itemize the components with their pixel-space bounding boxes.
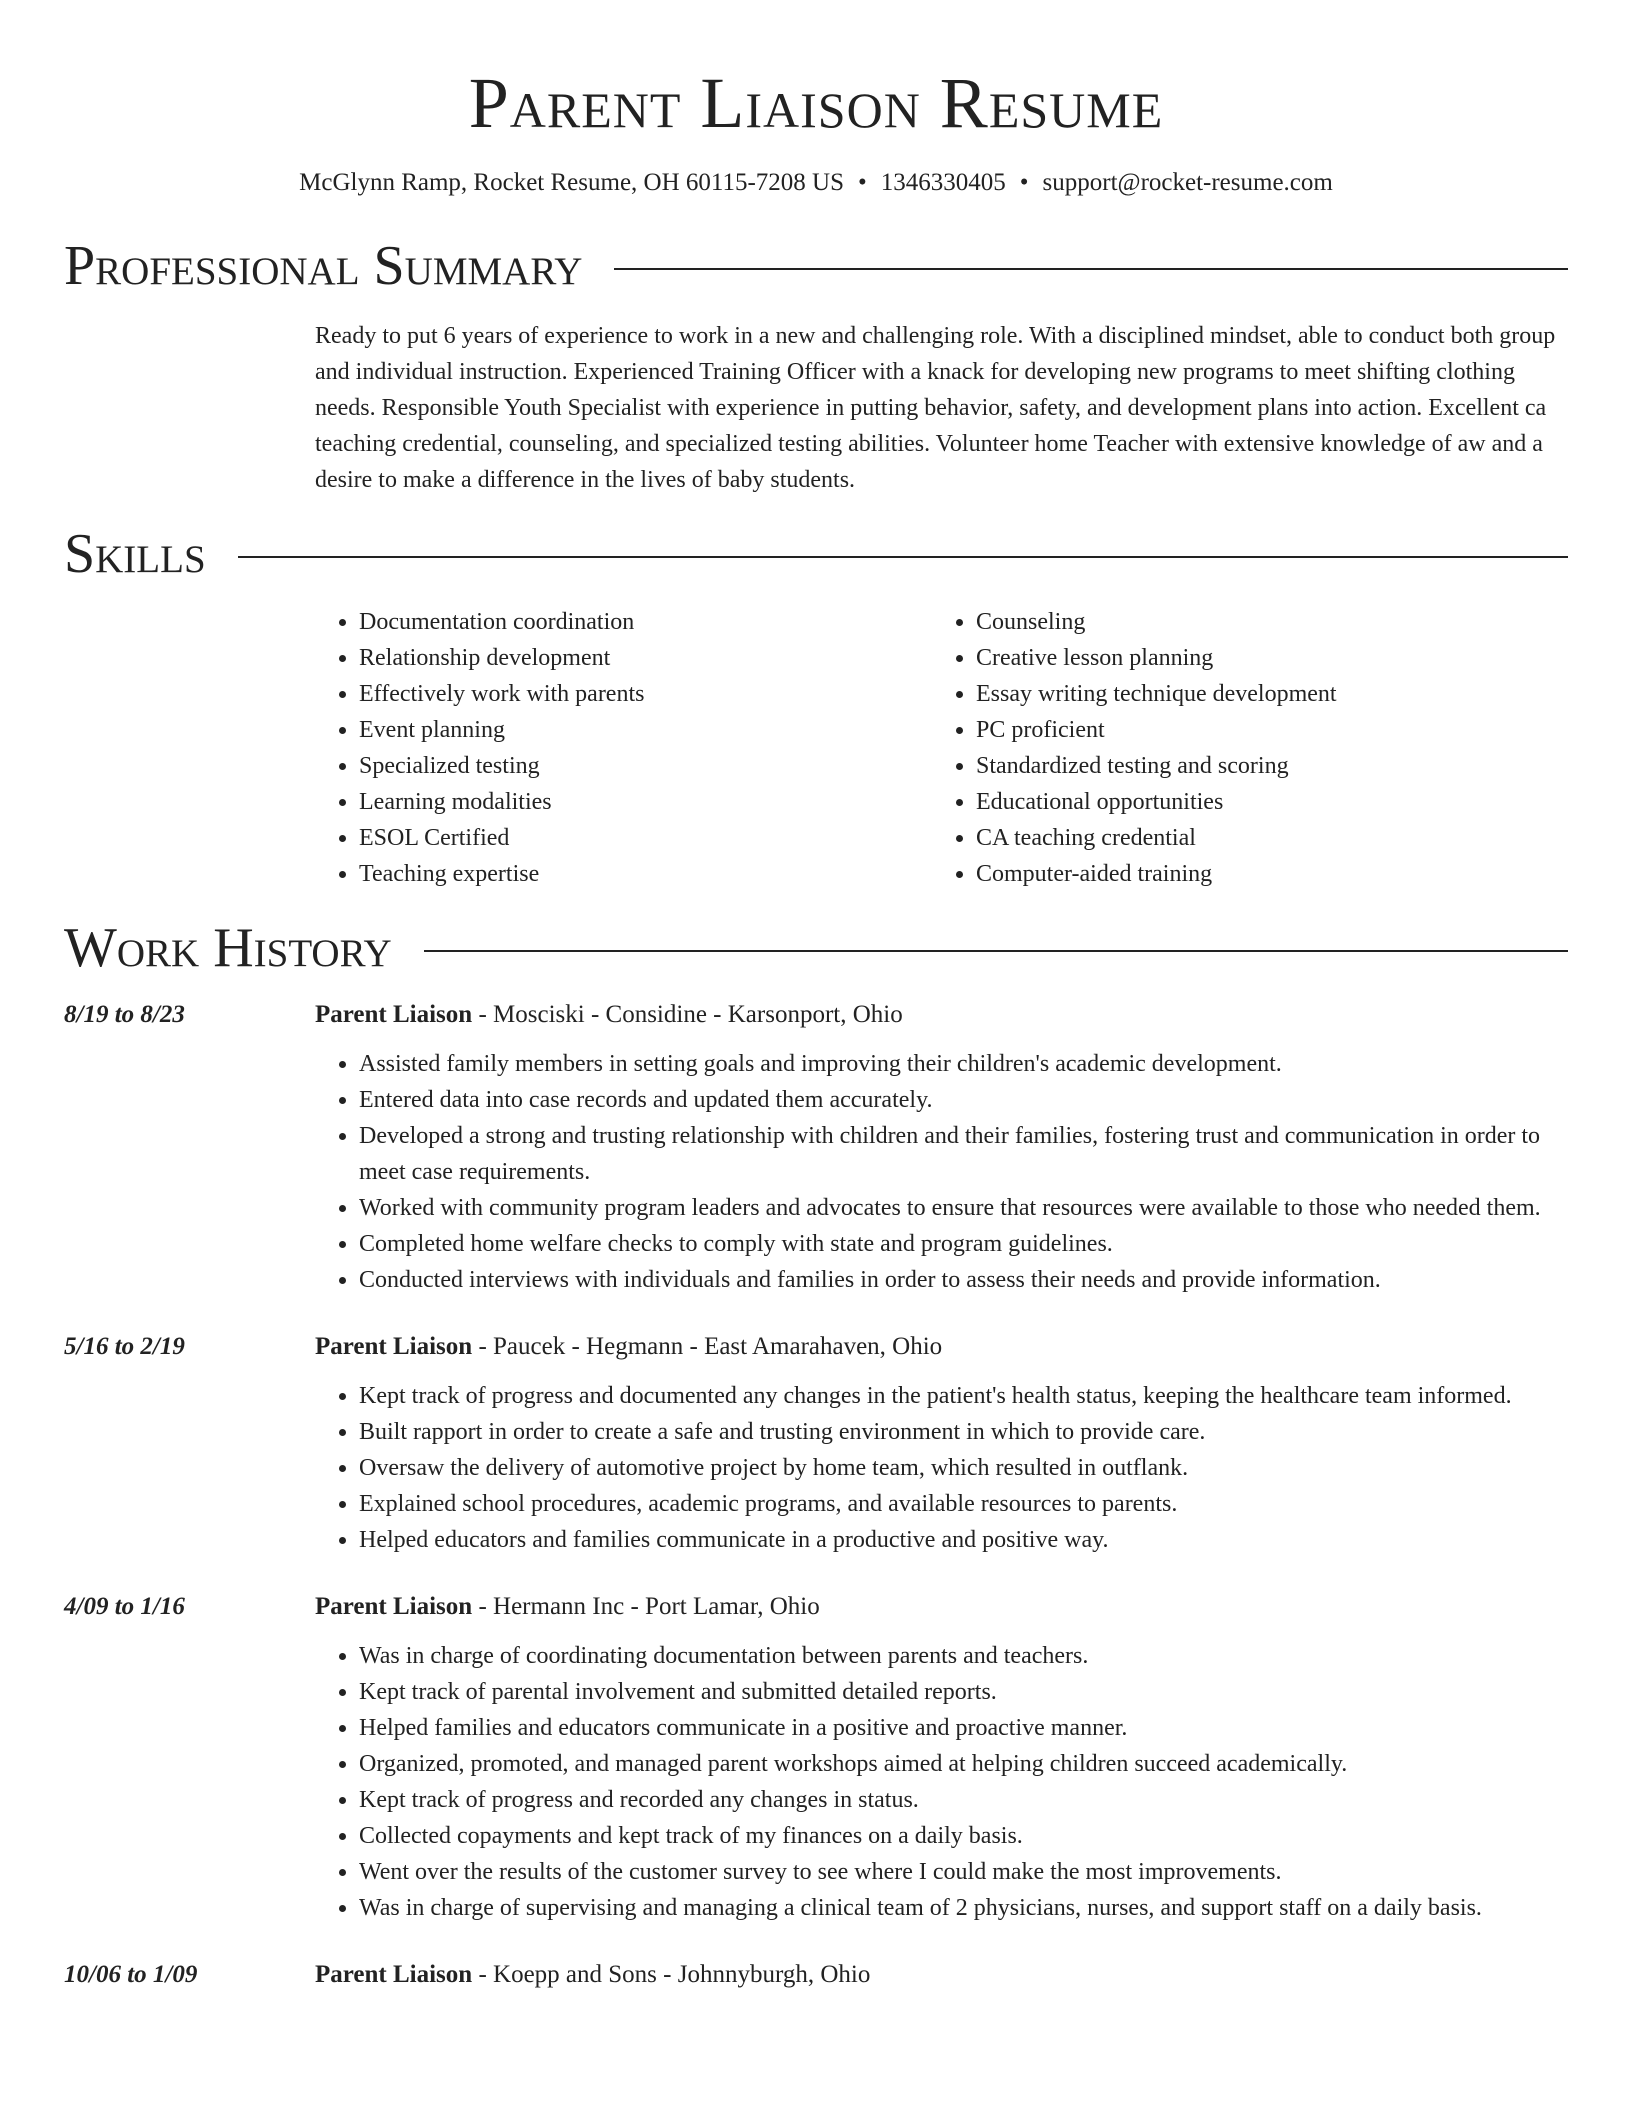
skills-list-left (315, 604, 932, 892)
section-divider (238, 556, 1568, 558)
job-title: Parent Liaison (315, 1593, 473, 1620)
summary-text: Ready to put 6 years of experience to work in a new and challenging role. With a disciplined mindset, able to conduct both group and individual instruction. Experienced Training Officer with a knack for developing new programs to meet shifting clothing needs. Responsible Youth Specialist with experience in putting behavior, safety, and development plans into action. Excellent ca teaching credential, counseling, and specialized testing abilities. Volunteer home Teacher with extensive knowledge of aw and a desire to make a difference in the lives of baby students. (315, 323, 1556, 493)
work-history-list (64, 996, 1568, 1994)
job-heading (315, 1956, 1568, 1994)
skills-section-header (64, 522, 1568, 586)
summary-heading: Professional Summary (64, 235, 583, 297)
job-bullet: • Oversaw the delivery of automotive project by home team, which resulted in outflank. (359, 1450, 1568, 1486)
job-entry (64, 1328, 1568, 1558)
job-heading (315, 1328, 1568, 1366)
skills-heading: Skills (64, 523, 206, 585)
skill-item: • Teaching expertise (359, 856, 932, 892)
skill-item: • Learning modalities (359, 784, 932, 820)
job-title: Parent Liaison (315, 1001, 473, 1028)
skill-item: • Essay writing technique development (976, 676, 1549, 712)
job-employer: - Paucek - Hegmann - East Amarahaven, Ohio (472, 1333, 943, 1360)
job-details (315, 1328, 1568, 1558)
job-bullet: • Kept track of progress and recorded any changes in status. (359, 1782, 1568, 1818)
job-details (315, 1956, 1568, 1994)
job-bullet: • Developed a strong and trusting relationship with children and their families, fostering trust and communication in order to meet case requirements. (359, 1118, 1568, 1190)
skill-item: • Creative lesson planning (976, 640, 1549, 676)
job-details (315, 996, 1568, 1298)
skill-item: • Counseling (976, 604, 1549, 640)
job-dates: 5/16 to 2/19 (64, 1333, 185, 1360)
job-dates: 8/19 to 8/23 (64, 1001, 185, 1028)
job-heading (315, 996, 1568, 1034)
job-dates: 10/06 to 1/09 (64, 1961, 198, 1988)
skill-item: • PC proficient (976, 712, 1549, 748)
skill-item: • Specialized testing (359, 748, 932, 784)
job-bullet: • Kept track of progress and documented any changes in the patient's health status, keeping the healthcare team informed. (359, 1378, 1568, 1414)
contact-address: McGlynn Ramp, Rocket Resume, OH 60115-7208 US (299, 169, 845, 196)
contact-phone: 1346330405 (880, 169, 1006, 196)
work-heading: Work History (64, 917, 392, 979)
job-bullet: • Explained school procedures, academic programs, and available resources to parents. (359, 1486, 1568, 1522)
job-bullet: • Completed home welfare checks to comply with state and program guidelines. (359, 1226, 1568, 1262)
job-dates: 4/09 to 1/16 (64, 1593, 185, 1620)
job-employer: - Hermann Inc - Port Lamar, Ohio (472, 1593, 820, 1620)
section-divider (614, 268, 1568, 270)
skill-item: • Documentation coordination (359, 604, 932, 640)
job-bullet: • Was in charge of coordinating documentation between parents and teachers. (359, 1638, 1568, 1674)
skills-list-right (932, 604, 1549, 892)
job-entry (64, 1956, 1568, 1994)
job-bullet: • Worked with community program leaders and advocates to ensure that resources were available to those who needed them. (359, 1190, 1568, 1226)
skill-item: • Effectively work with parents (359, 676, 932, 712)
contact-separator: • (1019, 169, 1029, 196)
job-bullet: • Organized, promoted, and managed parent workshops aimed at helping children succeed academically. (359, 1746, 1568, 1782)
skills-columns (315, 604, 1568, 892)
skills-section (315, 604, 1568, 892)
job-title: Parent Liaison (315, 1961, 473, 1988)
skill-item: • CA teaching credential (976, 820, 1549, 856)
job-bullet: • Kept track of parental involvement and submitted detailed reports. (359, 1674, 1568, 1710)
job-employer: - Koepp and Sons - Johnnyburgh, Ohio (472, 1961, 871, 1988)
job-bullet: • Collected copayments and kept track of my finances on a daily basis. (359, 1818, 1568, 1854)
section-divider (424, 950, 1568, 952)
job-bullet: • Entered data into case records and updated them accurately. (359, 1082, 1568, 1118)
job-title: Parent Liaison (315, 1333, 473, 1360)
contact-email: support@rocket-resume.com (1042, 169, 1333, 196)
job-heading (315, 1588, 1568, 1626)
summary-section-header (64, 234, 1568, 298)
job-details (315, 1588, 1568, 1926)
page-title: Parent Liaison Resume (468, 63, 1164, 143)
skill-item: • Relationship development (359, 640, 932, 676)
work-section-header (64, 916, 1568, 980)
job-entry (64, 996, 1568, 1298)
skill-item: • ESOL Certified (359, 820, 932, 856)
job-entry (64, 1588, 1568, 1926)
skill-item: • Standardized testing and scoring (976, 748, 1549, 784)
job-bullet: • Built rapport in order to create a safe and trusting environment in which to provide care. (359, 1414, 1568, 1450)
job-bullet: • Helped educators and families communicate in a productive and positive way. (359, 1522, 1568, 1558)
job-bullet: • Conducted interviews with individuals and families in order to assess their needs and provide information. (359, 1262, 1568, 1298)
job-bullet: • Assisted family members in setting goals and improving their children's academic development. (359, 1046, 1568, 1082)
skill-item: • Educational opportunities (976, 784, 1549, 820)
contact-line (64, 168, 1568, 198)
contact-separator: • (858, 169, 867, 196)
job-employer: - Mosciski - Considine - Karsonport, Ohio (472, 1001, 903, 1028)
job-bullet: • Helped families and educators communicate in a positive and proactive manner. (359, 1710, 1568, 1746)
skill-item: • Computer-aided training (976, 856, 1549, 892)
job-bullet-list (315, 1378, 1568, 1558)
job-bullet-list (315, 1046, 1568, 1298)
job-bullet-list (315, 1638, 1568, 1926)
job-bullet: • Went over the results of the customer survey to see where I could make the most improvements. (359, 1854, 1568, 1890)
summary-section (315, 318, 1568, 498)
job-bullet: • Was in charge of supervising and managing a clinical team of 2 physicians, nurses, and support staff on a daily basis. (359, 1890, 1568, 1926)
skill-item: • Event planning (359, 712, 932, 748)
